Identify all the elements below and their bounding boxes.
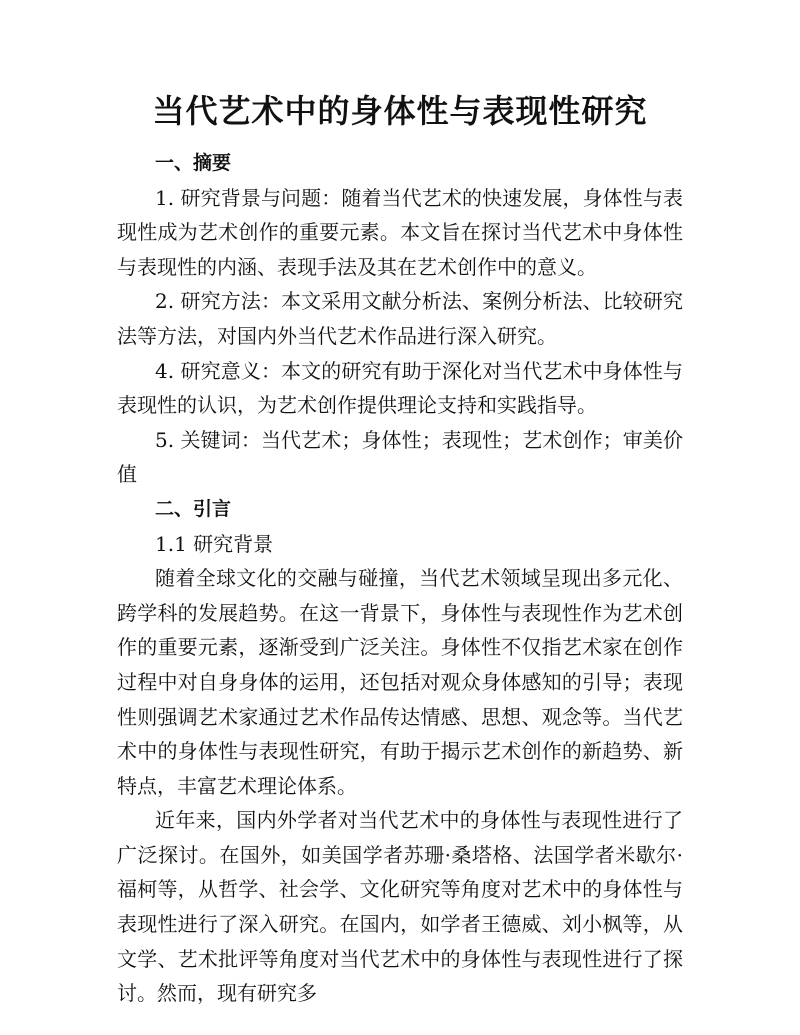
document-title: 当代艺术中的身体性与表现性研究	[152, 92, 648, 130]
subsection-heading-background: 1.1 研究背景	[155, 531, 274, 556]
body-paragraph: 近年来，国内外学者对当代艺术中的身体性与表现性进行了广泛探讨。在国外，如美国学者苏珊·桑塔格、法国学者米歇尔·福柯等，从哲学、社会学、文化研究等角度对艺术中的身体性与表现性进行了深入研究。在国内，如学者王德威、刘小枫等，从文学、艺术批评等角度对当代艺术中的身体性与表现性进行了探讨。然而，现有研究多	[117, 808, 683, 1006]
document-body	[117, 146, 683, 1011]
section-heading-abstract: 一、摘要	[155, 152, 232, 174]
abstract-item-significance: 4. 研究意义：本文的研究有助于深化对当代艺术中身体性与表现性的认识，为艺术创作提供理论支持和实践指导。	[117, 358, 683, 418]
section-heading-introduction: 二、引言	[155, 497, 232, 520]
body-paragraph: 随着全球文化的交融与碰撞，当代艺术领域呈现出多元化、跨学科的发展趋势。在这一背景下，身体性与表现性作为艺术创作的重要元素，逐渐受到广泛关注。身体性不仅指艺术家在创作过程中对自身身体的运用，还包括对观众身体感知的引导；表现性则强调艺术家通过艺术作品传达情感、思想、观念等。当代艺术中的身体性与表现性研究，有助于揭示艺术创作的新趋势、新特点，丰富艺术理论体系。	[117, 566, 683, 798]
abstract-item-background: 1. 研究背景与问题：随着当代艺术的快速发展，身体性与表现性成为艺术创作的重要元素。本文旨在探讨当代艺术中身体性与表现性的内涵、表现手法及其在艺术创作中的意义。	[117, 185, 683, 279]
abstract-item-method: 2. 研究方法：本文采用文献分析法、案例分析法、比较研究法等方法，对国内外当代艺术作品进行深入研究。	[117, 289, 683, 348]
abstract-item-keywords: 5. 关键词：当代艺术；身体性；表现性；艺术创作；审美价值	[117, 427, 683, 487]
